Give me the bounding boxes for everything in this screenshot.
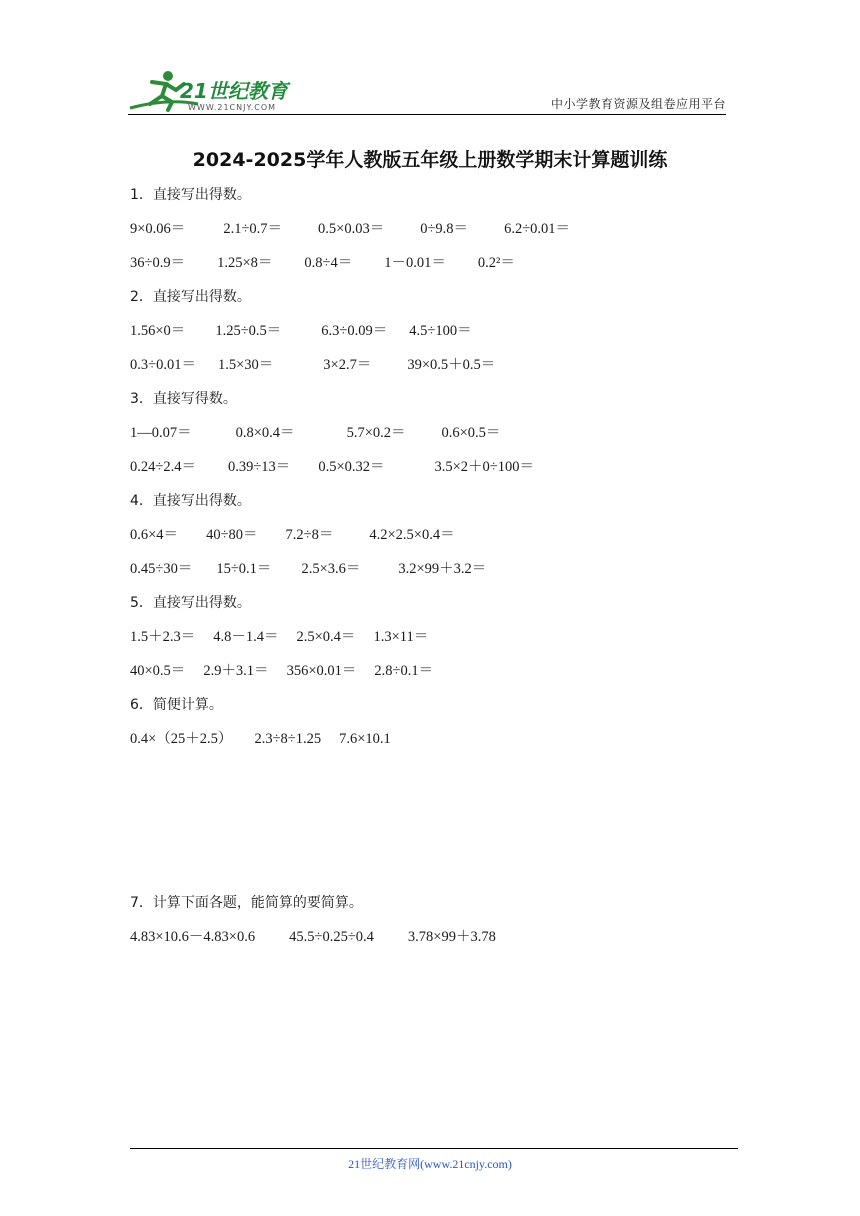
question-6-row-1	[130, 722, 730, 756]
problem: 0.24÷2.4＝	[130, 459, 196, 475]
problem: 15÷0.1＝	[216, 561, 272, 577]
logo-runner-icon	[128, 68, 308, 116]
problem: 40÷80＝	[206, 527, 258, 543]
problem: 1.5＋2.3＝	[130, 629, 196, 645]
question-5-row-1	[130, 620, 730, 654]
problem: 0.5×0.03＝	[318, 221, 385, 237]
question-7-title: 7．计算下面各题，能简算的要简算。	[130, 895, 363, 911]
problem: 4.5÷100＝	[409, 323, 472, 339]
problem: 0.5×0.32＝	[318, 459, 385, 475]
page-title: 2024-2025学年人教版五年级上册数学期末计算题训练	[192, 149, 668, 171]
problem: 3.2×99＋3.2＝	[398, 561, 487, 577]
platform-tagline: 中小学教育资源及组卷应用平台	[550, 97, 726, 111]
problem: 0.39÷13＝	[227, 459, 291, 475]
question-2-row-1	[130, 314, 730, 348]
question-4-row-2	[130, 552, 730, 586]
logo	[128, 68, 308, 116]
question-3-row-2	[130, 450, 730, 484]
problem: 0.3÷0.01＝	[130, 357, 196, 373]
footer-divider	[130, 1148, 738, 1149]
problem: 7.2÷8＝	[285, 527, 334, 543]
question-1-title: 1．直接写出得数。	[130, 187, 251, 203]
problem: 2.5×0.4＝	[296, 629, 356, 645]
problem: 3×2.7＝	[323, 357, 372, 373]
problem: 36÷0.9＝	[130, 255, 186, 271]
question-4-title: 4．直接写出得数。	[130, 493, 251, 509]
problem: 45.5÷0.25÷0.4	[289, 929, 374, 945]
problem: 3.5×2＋0÷100＝	[434, 459, 535, 475]
problem: 4.2×2.5×0.4＝	[369, 527, 455, 543]
question-2-row-2	[130, 348, 730, 382]
problem: 40×0.5＝	[130, 663, 186, 679]
problem: 1.25×8＝	[217, 255, 273, 271]
header-divider	[128, 114, 726, 115]
problem: 39×0.5＋0.5＝	[407, 357, 496, 373]
problem: 0.6×4＝	[130, 527, 179, 543]
question-5-row-2	[130, 654, 730, 688]
problem: 7.6×10.1	[339, 731, 391, 747]
problem: 0÷9.8＝	[420, 221, 469, 237]
problem: 1.56×0＝	[130, 323, 186, 339]
problem: 1.3×11＝	[373, 629, 429, 645]
problem: 4.8－1.4＝	[213, 629, 279, 645]
question-2-title: 2．直接写出得数。	[130, 289, 251, 305]
problem: 356×0.01＝	[286, 663, 357, 679]
problem: 2.5×3.6＝	[301, 561, 361, 577]
problem: 6.2÷0.01＝	[504, 221, 571, 237]
worksheet-body	[130, 178, 730, 954]
problem: 2.9＋3.1＝	[203, 663, 269, 679]
problem: 6.3÷0.09＝	[321, 323, 388, 339]
footer-source: 21世纪教育网(www.21cnjy.com)	[348, 1157, 512, 1171]
problem: 1.5×30＝	[217, 357, 274, 373]
problem: 0.2²＝	[477, 255, 515, 271]
problem: 1－0.01＝	[384, 255, 446, 271]
problem: 2.1÷0.7＝	[223, 221, 283, 237]
problem: 0.8÷4＝	[304, 255, 353, 271]
question-1-row-1	[130, 212, 730, 246]
problem: 5.7×0.2＝	[346, 425, 406, 441]
question-1-row-2	[130, 246, 730, 280]
problem: 2.8÷0.1＝	[374, 663, 434, 679]
problem: 1—0.07＝	[130, 425, 192, 441]
problem: 4.83×10.6－4.83×0.6	[130, 929, 256, 945]
logo-text: 21世纪教育	[180, 79, 288, 103]
problem: 0.4×（25＋2.5）	[130, 731, 233, 747]
question-7-row-1	[130, 920, 730, 954]
problem: 0.6×0.5＝	[441, 425, 501, 441]
problem: 1.25÷0.5＝	[215, 323, 282, 339]
problem: 3.78×99＋3.78	[407, 929, 496, 945]
question-4-row-1	[130, 518, 730, 552]
problem: 0.8×0.4＝	[235, 425, 295, 441]
work-space	[130, 756, 730, 886]
problem: 9×0.06＝	[130, 221, 186, 237]
problem: 2.3÷8÷1.25	[254, 731, 322, 747]
question-3-row-1	[130, 416, 730, 450]
question-5-title: 5．直接写出得数。	[130, 595, 251, 611]
question-3-title: 3．直接写得数。	[130, 391, 237, 407]
problem: 0.45÷30＝	[130, 561, 193, 577]
question-6-title: 6．简便计算。	[130, 697, 223, 713]
page-header	[0, 0, 860, 120]
logo-url: WWW.21CNJY.COM	[188, 103, 277, 112]
